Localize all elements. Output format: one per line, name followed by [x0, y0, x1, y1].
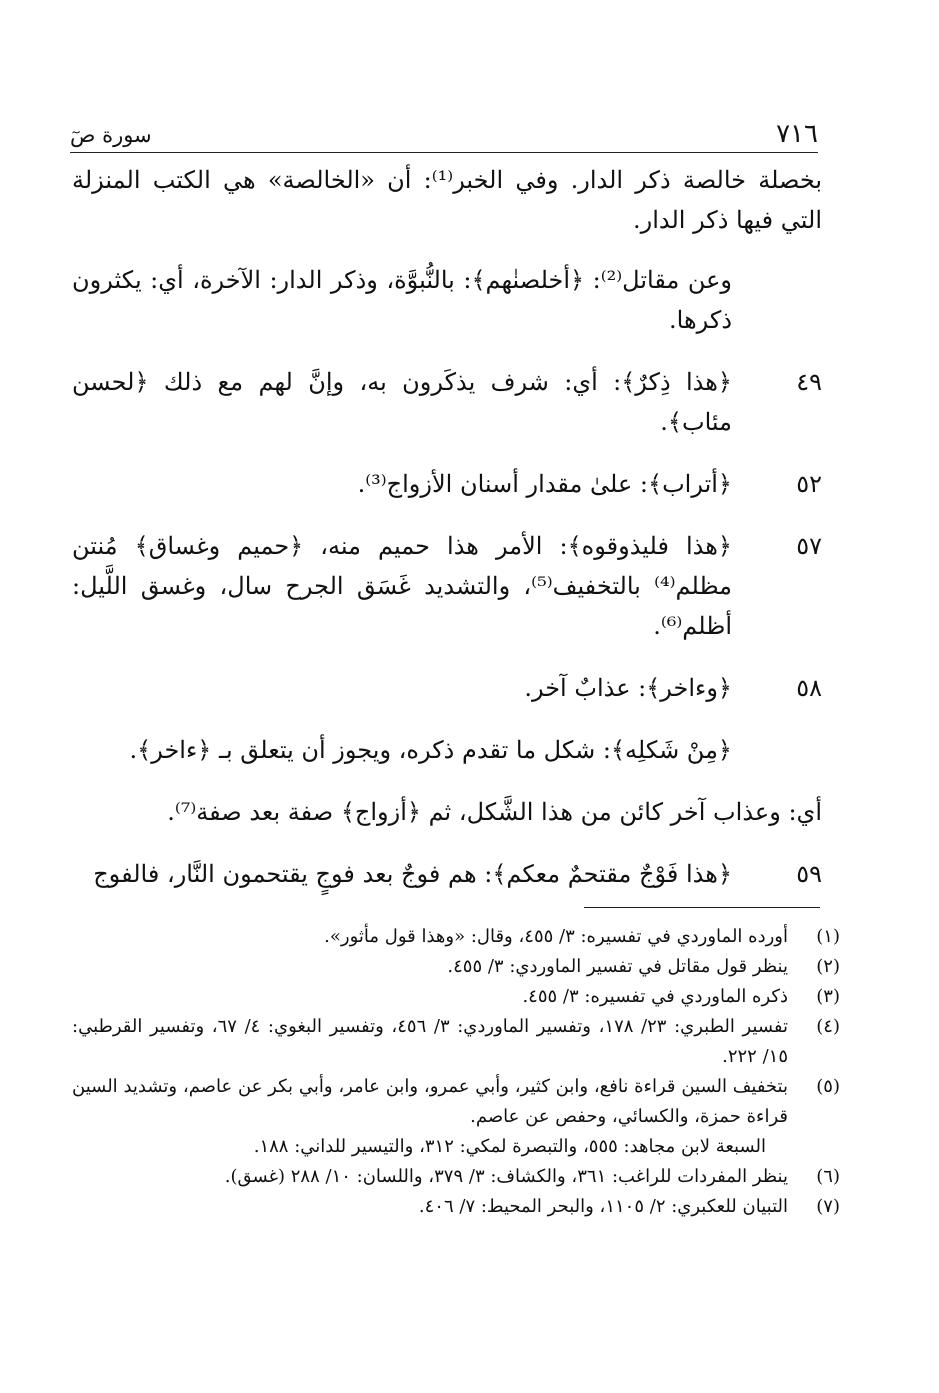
page-number: ٧١٦ — [776, 119, 818, 149]
footnote-number: (٥) — [816, 1076, 840, 1097]
footnote-separator — [584, 907, 820, 908]
footnote-text: ينظر قول مقاتل في تفسير الماوردي: ٣/ ٤٥٥. — [447, 956, 788, 977]
paragraph-text: أي: وعذاب آخر كائن من هذا الشَّكل، ثم ﴿أزواج﴾ صفة بعد صفة⁽⁷⁾. — [167, 798, 822, 826]
footnote-7 — [72, 1192, 840, 1222]
footnote-text: تفسير الطبري: ٢٣/ ١٧٨، وتفسير الماوردي: ٣/ ٤٥٦، وتفسير البغوي: ٤/ ٦٧، وتفسير القرطبي: ١٥/ ٢٢٢. — [72, 1016, 788, 1067]
footnote-subline: السبعة لابن مجاهد: ٥٥٥، والتبصرة لمكي: ٣١٢، والتيسير للداني: ١٨٨. — [253, 1136, 766, 1157]
footnote-text: أورده الماوردي في تفسيره: ٣/ ٤٥٥، وقال: «وهذا قول مأثور». — [324, 926, 788, 947]
verse-commentary-57 — [72, 526, 822, 646]
footnotes — [72, 922, 840, 1222]
footnote-text: ذكره الماوردي في تفسيره: ٣/ ٤٥٥. — [522, 986, 788, 1007]
verse-number: ٤٩ — [796, 368, 822, 396]
paragraph-text: بخصلة خالصة ذكر الدار. وفي الخبر⁽¹⁾: أن «الخالصة» هي الكتب المنزلة التي فيها ذكر الدار. — [72, 166, 822, 234]
verse-number: ٥٢ — [796, 470, 822, 498]
verse-commentary-text: ﴿هذا فَوْجٌ مقتحمٌ معكم﴾: هم فوجٌ بعد فوجٍ يقتحمون النَّار، فالفوج — [93, 860, 732, 888]
footnote-4 — [72, 1012, 840, 1072]
footnote-number: (٣) — [816, 986, 840, 1007]
verse-commentary-text: ﴿هذا ذِكرٌ﴾: أي: شرف يذكَرون به، وإنَّ لهم مع ذلك ﴿لحسن مئاب﴾. — [72, 368, 732, 436]
footnote-text: التبيان للعكبري: ٢/ ١١٠٥، والبحر المحيط: ٧/ ٤٠٦. — [418, 1196, 788, 1217]
paragraph — [72, 792, 822, 832]
footnote-2 — [72, 952, 840, 982]
footnote-1 — [72, 922, 840, 952]
paragraph-text: وعن مقاتل⁽²⁾: ﴿أخلصنٰهم﴾: بالنُّبوَّة، وذكر الدار: الآخرة، أي: يكثرون ذكرها. — [72, 266, 732, 334]
verse-commentary-59 — [72, 854, 822, 894]
footnote-number: (٤) — [816, 1016, 840, 1037]
verse-commentary-text: ﴿هذا فليذوقوه﴾: الأمر هذا حميم منه، ﴿حميم وغساق﴾ مُنتن مظلم⁽⁴⁾ بالتخفيف⁽⁵⁾، والتشديد غَسَق الجرح سال، وغسق اللَّيل: أظلم⁽⁶⁾. — [72, 532, 733, 640]
verse-commentary-49 — [72, 362, 822, 442]
paragraph — [72, 260, 822, 340]
footnote-number: (٧) — [816, 1196, 840, 1217]
verse-commentary-58 — [72, 668, 822, 708]
footnote-text: بتخفيف السين قراءة نافع، وابن كثير، وأبي عمرو، وابن عامر، وأبي بكر عن عاصم، وتشديد السين قراءة حمزة، والكسائي، وحفص عن عاصم. — [72, 1076, 788, 1127]
verse-commentary-text: ﴿وءاخر﴾: عذابٌ آخر. — [524, 674, 732, 702]
footnote-number: (٢) — [816, 956, 840, 977]
surah-name: سورة صٓ — [70, 123, 152, 147]
main-text — [72, 160, 822, 894]
paragraph — [72, 160, 822, 240]
footnote-number: (١) — [816, 926, 840, 947]
paragraph — [72, 730, 822, 770]
footnote-5 — [72, 1072, 840, 1162]
footnote-number: (٦) — [816, 1166, 840, 1187]
verse-commentary-text: ﴿أتراب﴾: علىٰ مقدار أسنان الأزواج⁽³⁾. — [357, 470, 732, 498]
verse-number: ٥٧ — [796, 532, 822, 560]
footnote-text: ينظر المفردات للراغب: ٣٦١، والكشاف: ٣/ ٣٧٩، واللسان: ١٠/ ٢٨٨ (غسق). — [224, 1166, 788, 1187]
paragraph-text: ﴿مِنْ شَكلِه﴾: شكل ما تقدم ذكره، ويجوز أن يتعلق بـ ﴿ءاخر﴾. — [129, 736, 732, 764]
footnote-3 — [72, 982, 840, 1012]
page-header — [70, 118, 818, 153]
verse-number: ٥٩ — [796, 860, 822, 888]
verse-number: ٥٨ — [796, 674, 822, 702]
verse-commentary-52 — [72, 464, 822, 504]
footnote-6 — [72, 1162, 840, 1192]
